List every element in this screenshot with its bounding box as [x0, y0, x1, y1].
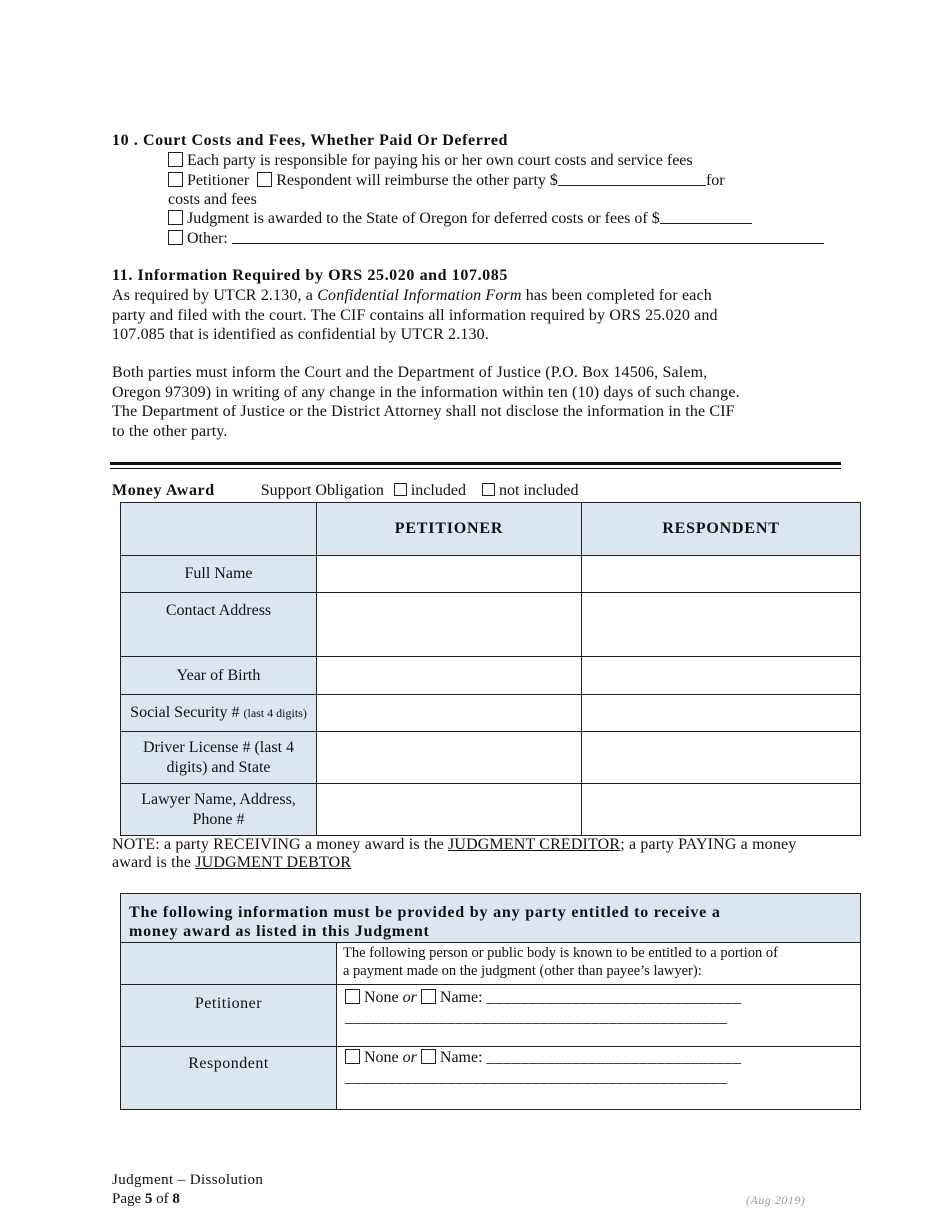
- entitled-heading-cell: [121, 894, 861, 943]
- checkbox-respondent[interactable]: [257, 172, 272, 187]
- description-line: The following person or public body is known to be entitled to a portion of: [343, 945, 778, 961]
- option-label: Judgment is awarded to the State of Oregon for deferred costs or fees of $: [187, 210, 660, 227]
- respondent-name-line-2[interactable]: _____________________________________________: [345, 1069, 728, 1086]
- row-label-full-name: Full Name: [121, 556, 317, 593]
- respondent-contact-address-cell[interactable]: [582, 593, 861, 657]
- judgment-creditor-term: JUDGMENT CREDITOR: [448, 836, 621, 853]
- entitled-heading-line: money award as listed in this Judgment: [129, 923, 430, 940]
- text: award is the: [112, 854, 196, 871]
- petitioner-driver-license-cell[interactable]: [317, 732, 582, 784]
- included-label: included: [410, 482, 466, 499]
- row-label-respondent: Respondent: [121, 1047, 337, 1110]
- not-included-label: not included: [498, 482, 579, 499]
- text: Oregon 97309) in writing of any change in the information within ten (10) days of such change.: [112, 383, 740, 401]
- page-word: Page: [112, 1191, 142, 1207]
- row-label-ssn: [121, 695, 317, 732]
- option-label: Respondent will reimburse the other party $: [276, 172, 558, 189]
- text: party and filed with the court. The CIF contains all information required by ORS 25.020 and: [112, 306, 718, 324]
- checkbox-respondent-none[interactable]: [345, 1049, 360, 1064]
- table-row: [121, 593, 861, 657]
- footer-title: Judgment – Dissolution: [112, 1172, 264, 1188]
- section-11-paragraph-1: [112, 286, 852, 345]
- costs-option-reimburse-cont: costs and fees: [168, 191, 257, 208]
- checkbox-each-party[interactable]: [168, 152, 183, 167]
- or-label: or: [402, 989, 417, 1006]
- column-header-respondent: RESPONDENT: [582, 503, 861, 556]
- petitioner-name-line-2[interactable]: _____________________________________________: [345, 1009, 728, 1026]
- table-row: [121, 1047, 861, 1110]
- costs-option-each-party: [168, 151, 693, 170]
- section-10-heading: 10 . Court Costs and Fees, Whether Paid Or Deferred: [112, 132, 509, 149]
- money-award-table: [120, 502, 861, 836]
- respondent-year-of-birth-cell[interactable]: [582, 657, 861, 695]
- other-field[interactable]: [232, 229, 824, 244]
- none-label: None: [364, 989, 399, 1006]
- table-row: [121, 732, 861, 784]
- checkbox-not-included[interactable]: [482, 483, 495, 496]
- respondent-entitled-cell: [337, 1047, 861, 1110]
- driver-label-line: Driver License # (last 4: [142, 738, 295, 756]
- petitioner-ssn-cell[interactable]: [317, 695, 582, 732]
- option-label: Other:: [187, 230, 228, 247]
- or-label: or: [402, 1049, 417, 1066]
- row-label-driver-license: [121, 732, 317, 784]
- table-row: [121, 894, 861, 943]
- column-header-petitioner: PETITIONER: [317, 503, 582, 556]
- name-label: Name:: [439, 989, 483, 1006]
- support-obligation-label: Support Obligation: [260, 482, 384, 499]
- lawyer-label-line: Lawyer Name, Address,: [141, 790, 296, 808]
- page-current: 5: [144, 1191, 153, 1207]
- petitioner-contact-address-cell[interactable]: [317, 593, 582, 657]
- footer-version: (Aug 2019): [746, 1193, 806, 1207]
- costs-option-reimburse: [168, 171, 725, 190]
- driver-label-line: digits) and State: [166, 758, 271, 776]
- table-row: [121, 985, 861, 1047]
- table-row: [121, 943, 861, 985]
- costs-option-state: [168, 209, 752, 228]
- deferred-amount-field[interactable]: [660, 209, 752, 224]
- separator-rule-bottom: [110, 468, 841, 469]
- money-award-header: [112, 481, 579, 500]
- respondent-lawyer-cell[interactable]: [582, 784, 861, 836]
- entitled-heading-line: The following information must be provided by any party entitled to receive a: [129, 904, 721, 921]
- section-11-heading: 11. Information Required by ORS 25.020 and 107.085: [112, 267, 508, 284]
- petitioner-name-blank[interactable]: ______________________________: [486, 989, 742, 1006]
- table-row: [121, 503, 861, 556]
- text: 107.085 that is identified as confidential by UTCR 2.130.: [112, 326, 489, 343]
- respondent-ssn-cell[interactable]: [582, 695, 861, 732]
- petitioner-year-of-birth-cell[interactable]: [317, 657, 582, 695]
- option-label: Petitioner: [187, 172, 250, 189]
- row-label-petitioner: Petitioner: [121, 985, 337, 1047]
- respondent-driver-license-cell[interactable]: [582, 732, 861, 784]
- of-word: of: [156, 1191, 169, 1207]
- judgment-note: [112, 836, 852, 872]
- petitioner-full-name-cell[interactable]: [317, 556, 582, 593]
- text: NOTE: a party RECEIVING a money award is the: [112, 836, 448, 853]
- table-row: [121, 556, 861, 593]
- cif-title: Confidential Information Form: [317, 287, 522, 304]
- checkbox-state-deferred[interactable]: [168, 210, 183, 225]
- respondent-name-blank[interactable]: ______________________________: [486, 1049, 742, 1066]
- entitled-description-cell: [337, 943, 861, 985]
- ssn-label: Social Security #: [130, 704, 240, 721]
- option-label: for: [705, 172, 725, 189]
- costs-option-other: [168, 229, 824, 248]
- text: to the other party.: [112, 422, 228, 440]
- checkbox-respondent-name[interactable]: [421, 1049, 436, 1064]
- judgment-debtor-term: JUDGMENT DEBTOR: [195, 854, 352, 871]
- respondent-full-name-cell[interactable]: [582, 556, 861, 593]
- ssn-note: (last 4 digits): [243, 706, 307, 720]
- text: has been completed for each: [521, 287, 712, 304]
- description-line: a payment made on the judgment (other than payee’s lawyer):: [343, 963, 702, 979]
- text: As required by UTCR 2.130, a: [112, 287, 318, 304]
- row-label-year-of-birth: Year of Birth: [121, 657, 317, 695]
- none-label: None: [364, 1049, 399, 1066]
- name-label: Name:: [439, 1049, 483, 1066]
- checkbox-included[interactable]: [394, 483, 407, 496]
- table-row: [121, 784, 861, 836]
- footer-page-number: [112, 1190, 180, 1209]
- table-row: [121, 695, 861, 732]
- entitled-party-table: [120, 893, 861, 1110]
- petitioner-lawyer-cell[interactable]: [317, 784, 582, 836]
- entitled-blank-label-cell: [121, 943, 337, 985]
- page-total: 8: [172, 1191, 180, 1207]
- separator-rule-top: [110, 462, 841, 465]
- text: The Department of Justice or the District Attorney shall not disclose the information in the CIF: [112, 403, 735, 420]
- checkbox-petitioner-none[interactable]: [345, 989, 360, 1004]
- row-label-lawyer: [121, 784, 317, 836]
- petitioner-entitled-cell: [337, 985, 861, 1047]
- section-11-paragraph-2: [112, 363, 852, 441]
- option-label: Each party is responsible for paying his or her own court costs and service fees: [187, 152, 693, 169]
- checkbox-petitioner[interactable]: [168, 172, 183, 187]
- table-corner-cell: [121, 503, 317, 556]
- money-award-title: Money Award: [112, 482, 215, 499]
- row-label-contact-address: Contact Address: [121, 593, 317, 657]
- lawyer-label-line: Phone #: [192, 810, 245, 828]
- text: Both parties must inform the Court and the Department of Justice (P.O. Box 14506, Salem,: [112, 364, 708, 381]
- checkbox-other[interactable]: [168, 230, 183, 245]
- table-row: [121, 657, 861, 695]
- checkbox-petitioner-name[interactable]: [421, 989, 436, 1004]
- text: ; a party PAYING a money: [620, 836, 797, 853]
- reimburse-amount-field[interactable]: [558, 171, 706, 186]
